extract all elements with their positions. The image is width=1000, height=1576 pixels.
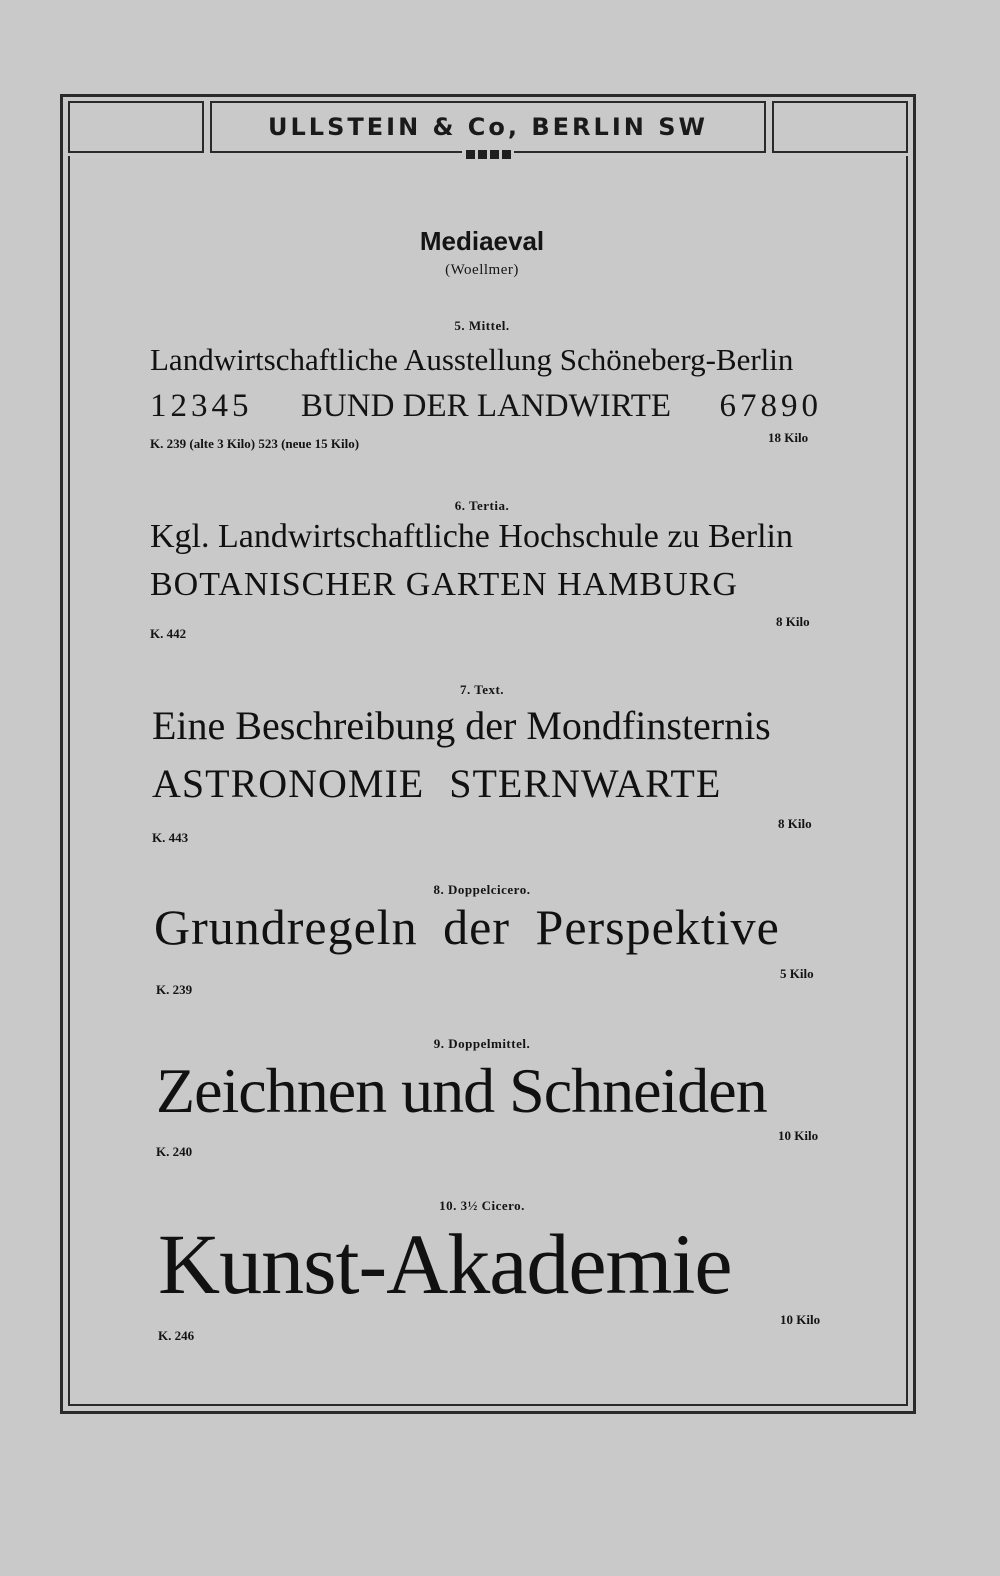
specimen-line-row <box>150 388 822 425</box>
header-ornament <box>462 148 514 160</box>
header-right-box <box>772 101 908 153</box>
specimen-catalog: K. 239 <box>156 982 193 997</box>
specimen-weight: 8 Kilo <box>776 614 810 629</box>
typeface-title: Mediaeval <box>419 226 545 256</box>
publisher-title: ULLSTEIN & Co, BERLIN SW <box>268 113 708 141</box>
specimen-label: 5. Mittel. <box>454 318 510 333</box>
specimen-label: 8. Doppelcicero. <box>433 882 531 897</box>
specimen-line: Kgl. Landwirtschaftliche Hochschule zu Berlin <box>150 518 793 555</box>
specimen-label: 6. Tertia. <box>454 498 510 513</box>
specimen-weight: 5 Kilo <box>780 966 814 981</box>
specimen-line: Eine Beschreibung der Mondfinsternis <box>152 703 771 748</box>
specimen-line: Zeichnen und Schneiden <box>156 1055 767 1126</box>
specimen-weight: 8 Kilo <box>778 816 812 831</box>
header-bar <box>68 101 908 155</box>
specimen-label: 10. 3½ Cicero. <box>439 1198 525 1213</box>
specimen-line: Grundregeln der Perspektive <box>154 899 780 955</box>
header-left-box <box>68 101 204 153</box>
specimen-catalog: K. 240 <box>156 1144 193 1159</box>
specimen-catalog: K. 246 <box>158 1328 195 1343</box>
specimen-weight: 10 Kilo <box>780 1312 821 1327</box>
specimen-caps: BUND DER LANDWIRTE <box>300 388 672 424</box>
specimen-line: ASTRONOMIE STERNWARTE <box>152 761 722 806</box>
typeface-subtitle: (Woellmer) <box>445 262 519 278</box>
specimen-catalog: K. 443 <box>152 830 189 845</box>
specimen-catalog: K. 442 <box>150 626 187 641</box>
specimen-label: 7. Text. <box>459 682 505 697</box>
specimen-numbers-left: 12345 <box>150 388 253 424</box>
specimen-line: BOTANISCHER GARTEN HAMBURG <box>150 566 738 603</box>
specimen-catalog: K. 239 (alte 3 Kilo) 523 (neue 15 Kilo) <box>150 436 360 451</box>
specimen-weight: 10 Kilo <box>778 1128 819 1143</box>
specimen-line: Kunst-Akademie <box>158 1216 732 1312</box>
specimen-line: Landwirtschaftliche Ausstellung Schöneberg-Berlin <box>150 342 794 377</box>
header-center-box <box>210 101 766 153</box>
specimen-weight: 18 Kilo <box>768 430 809 445</box>
specimen-label: 9. Doppelmittel. <box>433 1036 531 1051</box>
specimen-numbers-right: 67890 <box>719 388 822 424</box>
